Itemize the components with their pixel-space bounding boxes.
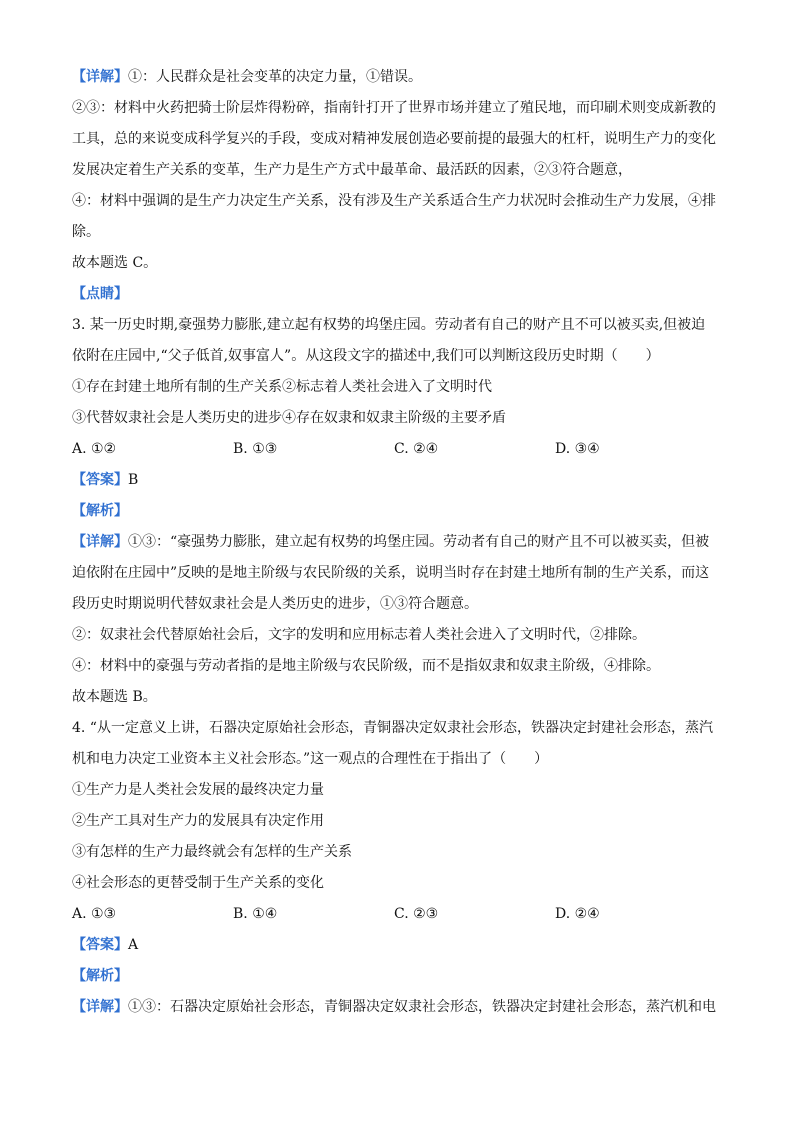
- line-text: 故本题选 C。: [72, 255, 158, 271]
- line-text: ②生产工具对生产力的发展具有决定作用: [72, 813, 324, 829]
- option-d: D. ③④: [555, 441, 600, 457]
- text-line: [72, 992, 732, 1023]
- option-a: A. ①②: [72, 441, 117, 457]
- text-line: [72, 155, 732, 186]
- text-line: [72, 682, 732, 713]
- option-b: B. ①③: [233, 441, 278, 457]
- text-line: [72, 620, 732, 651]
- answer-value: A: [128, 937, 139, 953]
- text-line: [72, 62, 732, 93]
- line-text: 工具，总的来说变成科学复兴的手段，变成对精神发展创造必要前提的最强大的杠杆，说明生产力的变化: [72, 131, 716, 147]
- analysis-tag: 【解析】: [72, 968, 128, 984]
- section-tag: 【详解】: [72, 69, 128, 85]
- line-text: 4. “从一定意义上讲，石器决定原始社会形态，青铜器决定奴隶社会形态，铁器决定封建社会形态，蒸汽: [72, 720, 713, 736]
- text-line: [72, 806, 732, 837]
- option-b: B. ①④: [233, 906, 278, 922]
- question-3-options: [72, 434, 732, 465]
- text-line: [72, 124, 732, 155]
- line-text: 除。: [72, 224, 100, 240]
- question-3-stem: [72, 310, 732, 341]
- text-line: [72, 217, 732, 248]
- analysis-tag: 【解析】: [72, 503, 128, 519]
- option-a: A. ①③: [72, 906, 117, 922]
- option-c: C. ②③: [394, 906, 439, 922]
- document-page: [72, 62, 732, 1023]
- line-text: 迫依附在庄园中”反映的是地主阶级与农民阶级的关系，说明当时存在封建土地所有制的生产关系，而这: [72, 565, 710, 581]
- option-d: D. ②④: [555, 906, 600, 922]
- line-text: 故本题选 B。: [72, 689, 157, 705]
- answer-tag: 【答案】: [72, 937, 128, 953]
- answer-line: [72, 930, 732, 961]
- question-4-stem: [72, 713, 732, 744]
- answer-line: [72, 465, 732, 496]
- text-line: [72, 651, 732, 682]
- option-c: C. ②④: [394, 441, 439, 457]
- line-text: ④：材料中强调的是生产力决定生产关系，没有涉及生产关系适合生产力状况时会推动生产力发展，④排: [72, 193, 716, 209]
- answer-tag: 【答案】: [72, 472, 128, 488]
- line-text: ③代替奴隶社会是人类历史的进步④存在奴隶和奴隶主阶级的主要矛盾: [72, 410, 506, 426]
- line-text: ④社会形态的更替受制于生产关系的变化: [72, 875, 324, 891]
- text-line: [72, 341, 732, 372]
- text-line: [72, 93, 732, 124]
- text-line: [72, 372, 732, 403]
- analysis-line: [72, 496, 732, 527]
- section-tag: 【点睛】: [72, 286, 128, 302]
- text-line: [72, 403, 732, 434]
- text-line: [72, 837, 732, 868]
- answer-value: B: [128, 472, 139, 488]
- text-line: [72, 744, 732, 775]
- line-text: ④：材料中的豪强与劳动者指的是地主阶级与农民阶级，而不是指奴隶和奴隶主阶级，④排除。: [72, 658, 660, 674]
- text-line: [72, 558, 732, 589]
- line-text: ③有怎样的生产力最终就会有怎样的生产关系: [72, 844, 352, 860]
- line-text: 依附在庄园中,“父子低首,奴事富人”。从这段文字的描述中,我们可以判断这段历史时期（ ）: [72, 348, 660, 364]
- question-4-options: [72, 899, 732, 930]
- line-text: 3. 某一历史时期,豪强势力膨胀,建立起有权势的坞堡庄园。劳动者有自己的财产且不可以被买卖,但被迫: [72, 317, 706, 333]
- line-text: ①③：“豪强势力膨胀，建立起有权势的坞堡庄园。劳动者有自己的财产且不可以被买卖，但被: [128, 534, 710, 550]
- analysis-line: [72, 961, 732, 992]
- line-text: ①存在封建土地所有制的生产关系②标志着人类社会进入了文明时代: [72, 379, 492, 395]
- line-text: 段历史时期说明代替奴隶社会是人类历史的进步，①③符合题意。: [72, 596, 478, 612]
- section-tag: 【详解】: [72, 534, 128, 550]
- text-line: [72, 248, 732, 279]
- text-line: [72, 279, 732, 310]
- text-line: [72, 589, 732, 620]
- text-line: [72, 775, 732, 806]
- line-text: ①生产力是人类社会发展的最终决定力量: [72, 782, 324, 798]
- section-tag: 【详解】: [72, 999, 128, 1015]
- text-line: [72, 868, 732, 899]
- text-line: [72, 186, 732, 217]
- text-line: [72, 527, 732, 558]
- line-text: ②③：材料中火药把骑士阶层炸得粉碎，指南针打开了世界市场并建立了殖民地，而印刷术则变成新教的: [72, 100, 716, 116]
- line-text: ①③：石器决定原始社会形态，青铜器决定奴隶社会形态，铁器决定封建社会形态，蒸汽机和电: [128, 999, 716, 1015]
- line-text: ②：奴隶社会代替原始社会后，文字的发明和应用标志着人类社会进入了文明时代，②排除。: [72, 627, 646, 643]
- line-text: 机和电力决定工业资本主义社会形态。”这一观点的合理性在于指出了（ ）: [72, 751, 549, 767]
- line-text: 发展决定着生产关系的变革，生产力是生产方式中最革命、最活跃的因素，②③符合题意，: [72, 162, 632, 178]
- line-text: ①：人民群众是社会变革的决定力量，①错误。: [128, 69, 422, 85]
